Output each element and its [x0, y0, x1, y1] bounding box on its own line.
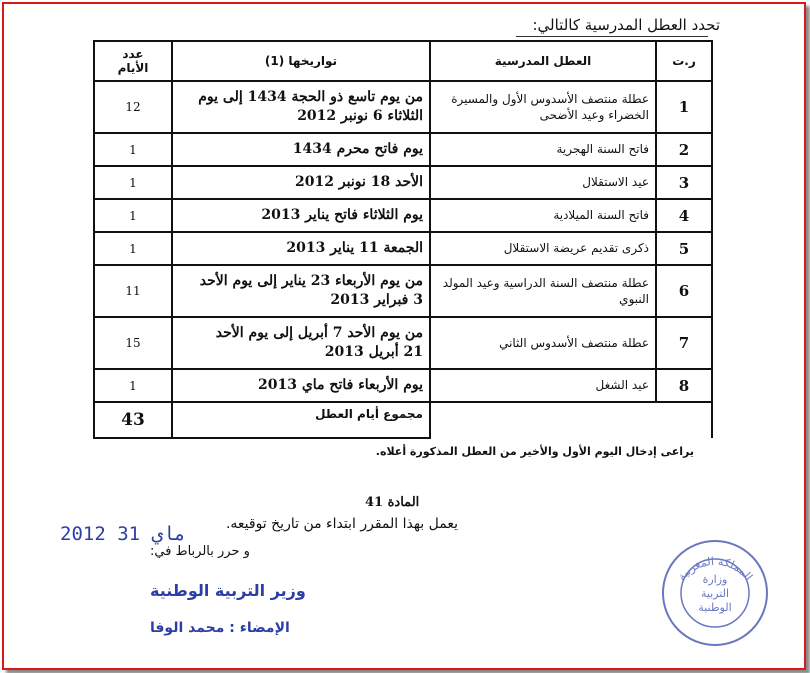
row-num: 1	[656, 81, 712, 133]
row-dates	[172, 317, 430, 369]
header-name: العطل المدرسية	[430, 41, 656, 81]
row-num: 6	[656, 265, 712, 317]
table-row	[94, 81, 712, 133]
row-days: 1	[94, 369, 172, 402]
row-dates	[172, 133, 430, 166]
minister-title: وزير التربية الوطنية	[150, 581, 306, 600]
row-dates	[172, 81, 430, 133]
row-dates-line2: الثلاثاء 6 نونبر 2012	[297, 108, 423, 124]
article-title: المادة 41	[365, 495, 420, 510]
row-dates-line1: من يوم الأربعاء 23 يناير إلى يوم الأحد	[199, 273, 423, 290]
table-total-row	[94, 402, 712, 438]
row-num: 4	[656, 199, 712, 232]
holidays-table	[93, 40, 713, 439]
table-row	[94, 199, 712, 232]
row-num: 7	[656, 317, 712, 369]
row-name: عيد الاستقلال	[430, 166, 656, 199]
row-num: 2	[656, 133, 712, 166]
row-dates-line1: من يوم تاسع ذو الحجة 1434 إلى يوم	[198, 89, 423, 106]
row-days: 11	[94, 265, 172, 317]
row-dates-line1: يوم فاتح محرم 1434	[292, 141, 423, 158]
row-days: 12	[94, 81, 172, 133]
seal-line-1: وزارة	[702, 573, 728, 586]
row-dates-line1: يوم الثلاثاء فاتح يناير 2013	[261, 207, 423, 224]
row-dates-line1: الأحد 18 نونبر 2012	[295, 174, 423, 191]
intro-underline	[516, 36, 708, 37]
row-dates-line2: 3 فبراير 2013	[330, 292, 423, 308]
row-dates	[172, 369, 430, 402]
note-text: يراعى إدخال اليوم الأول والأخير من العطل المذكورة أعلاه.	[375, 445, 694, 458]
total-value: 43	[94, 402, 172, 438]
row-name: عطلة منتصف الأسدوس الثاني	[430, 317, 656, 369]
total-empty-cell	[430, 402, 712, 438]
official-seal	[660, 538, 770, 648]
row-days: 15	[94, 317, 172, 369]
table-header-row	[94, 41, 712, 81]
row-dates	[172, 199, 430, 232]
row-days: 1	[94, 232, 172, 265]
table-row	[94, 369, 712, 402]
row-name: عيد الشغل	[430, 369, 656, 402]
seal-line-2: التربية	[700, 587, 730, 600]
row-dates-line1: من يوم الأحد 7 أبريل إلى يوم الأحد	[215, 325, 423, 342]
table-row	[94, 166, 712, 199]
row-name: فاتح السنة الميلادية	[430, 199, 656, 232]
row-dates	[172, 232, 430, 265]
row-name: عطلة منتصف السنة الدراسية وعيد المولد النبوي	[430, 265, 656, 317]
table-row	[94, 317, 712, 369]
header-num: ر.ت	[656, 41, 712, 81]
row-days: 1	[94, 133, 172, 166]
row-dates	[172, 265, 430, 317]
row-dates-line1: الجمعة 11 يناير 2013	[286, 240, 423, 257]
table-row	[94, 232, 712, 265]
row-days: 1	[94, 166, 172, 199]
row-name: عطلة منتصف الأسدوس الأول والمسيرة الخضراء وعيد الأضحى	[430, 81, 656, 133]
row-num: 5	[656, 232, 712, 265]
row-num: 8	[656, 369, 712, 402]
table-row	[94, 133, 712, 166]
seal-outer-text: المملكة المغربية	[675, 554, 756, 584]
header-days	[94, 41, 172, 81]
signature-label: الإمضاء : محمد الوفا	[150, 620, 290, 636]
row-name: فاتح السنة الهجرية	[430, 133, 656, 166]
row-dates-line2: 21 أبريل 2013	[324, 344, 423, 360]
header-dates: تواريخها (1)	[172, 41, 430, 81]
row-name: ذكرى تقديم عريضة الاستقلال	[430, 232, 656, 265]
header-days-line1: عدد	[122, 46, 144, 61]
table-row	[94, 265, 712, 317]
made-in-text: و حرر بالرباط في:	[150, 544, 250, 559]
header-days-line2: الأيام	[117, 61, 149, 75]
intro-text: تحدد العطل المدرسية كالتالي:	[532, 16, 720, 34]
row-dates-line1: يوم الأربعاء فاتح ماي 2013	[257, 377, 423, 394]
total-label: مجموع أيام العطل	[172, 402, 430, 438]
handwritten-date: 2012 ماي 31	[60, 523, 186, 545]
seal-line-3: الوطنية	[698, 601, 732, 614]
row-num: 3	[656, 166, 712, 199]
row-days: 1	[94, 199, 172, 232]
effective-text: يعمل بهذا المقرر ابتداء من تاريخ توقيعه.	[225, 516, 458, 532]
row-dates	[172, 166, 430, 199]
